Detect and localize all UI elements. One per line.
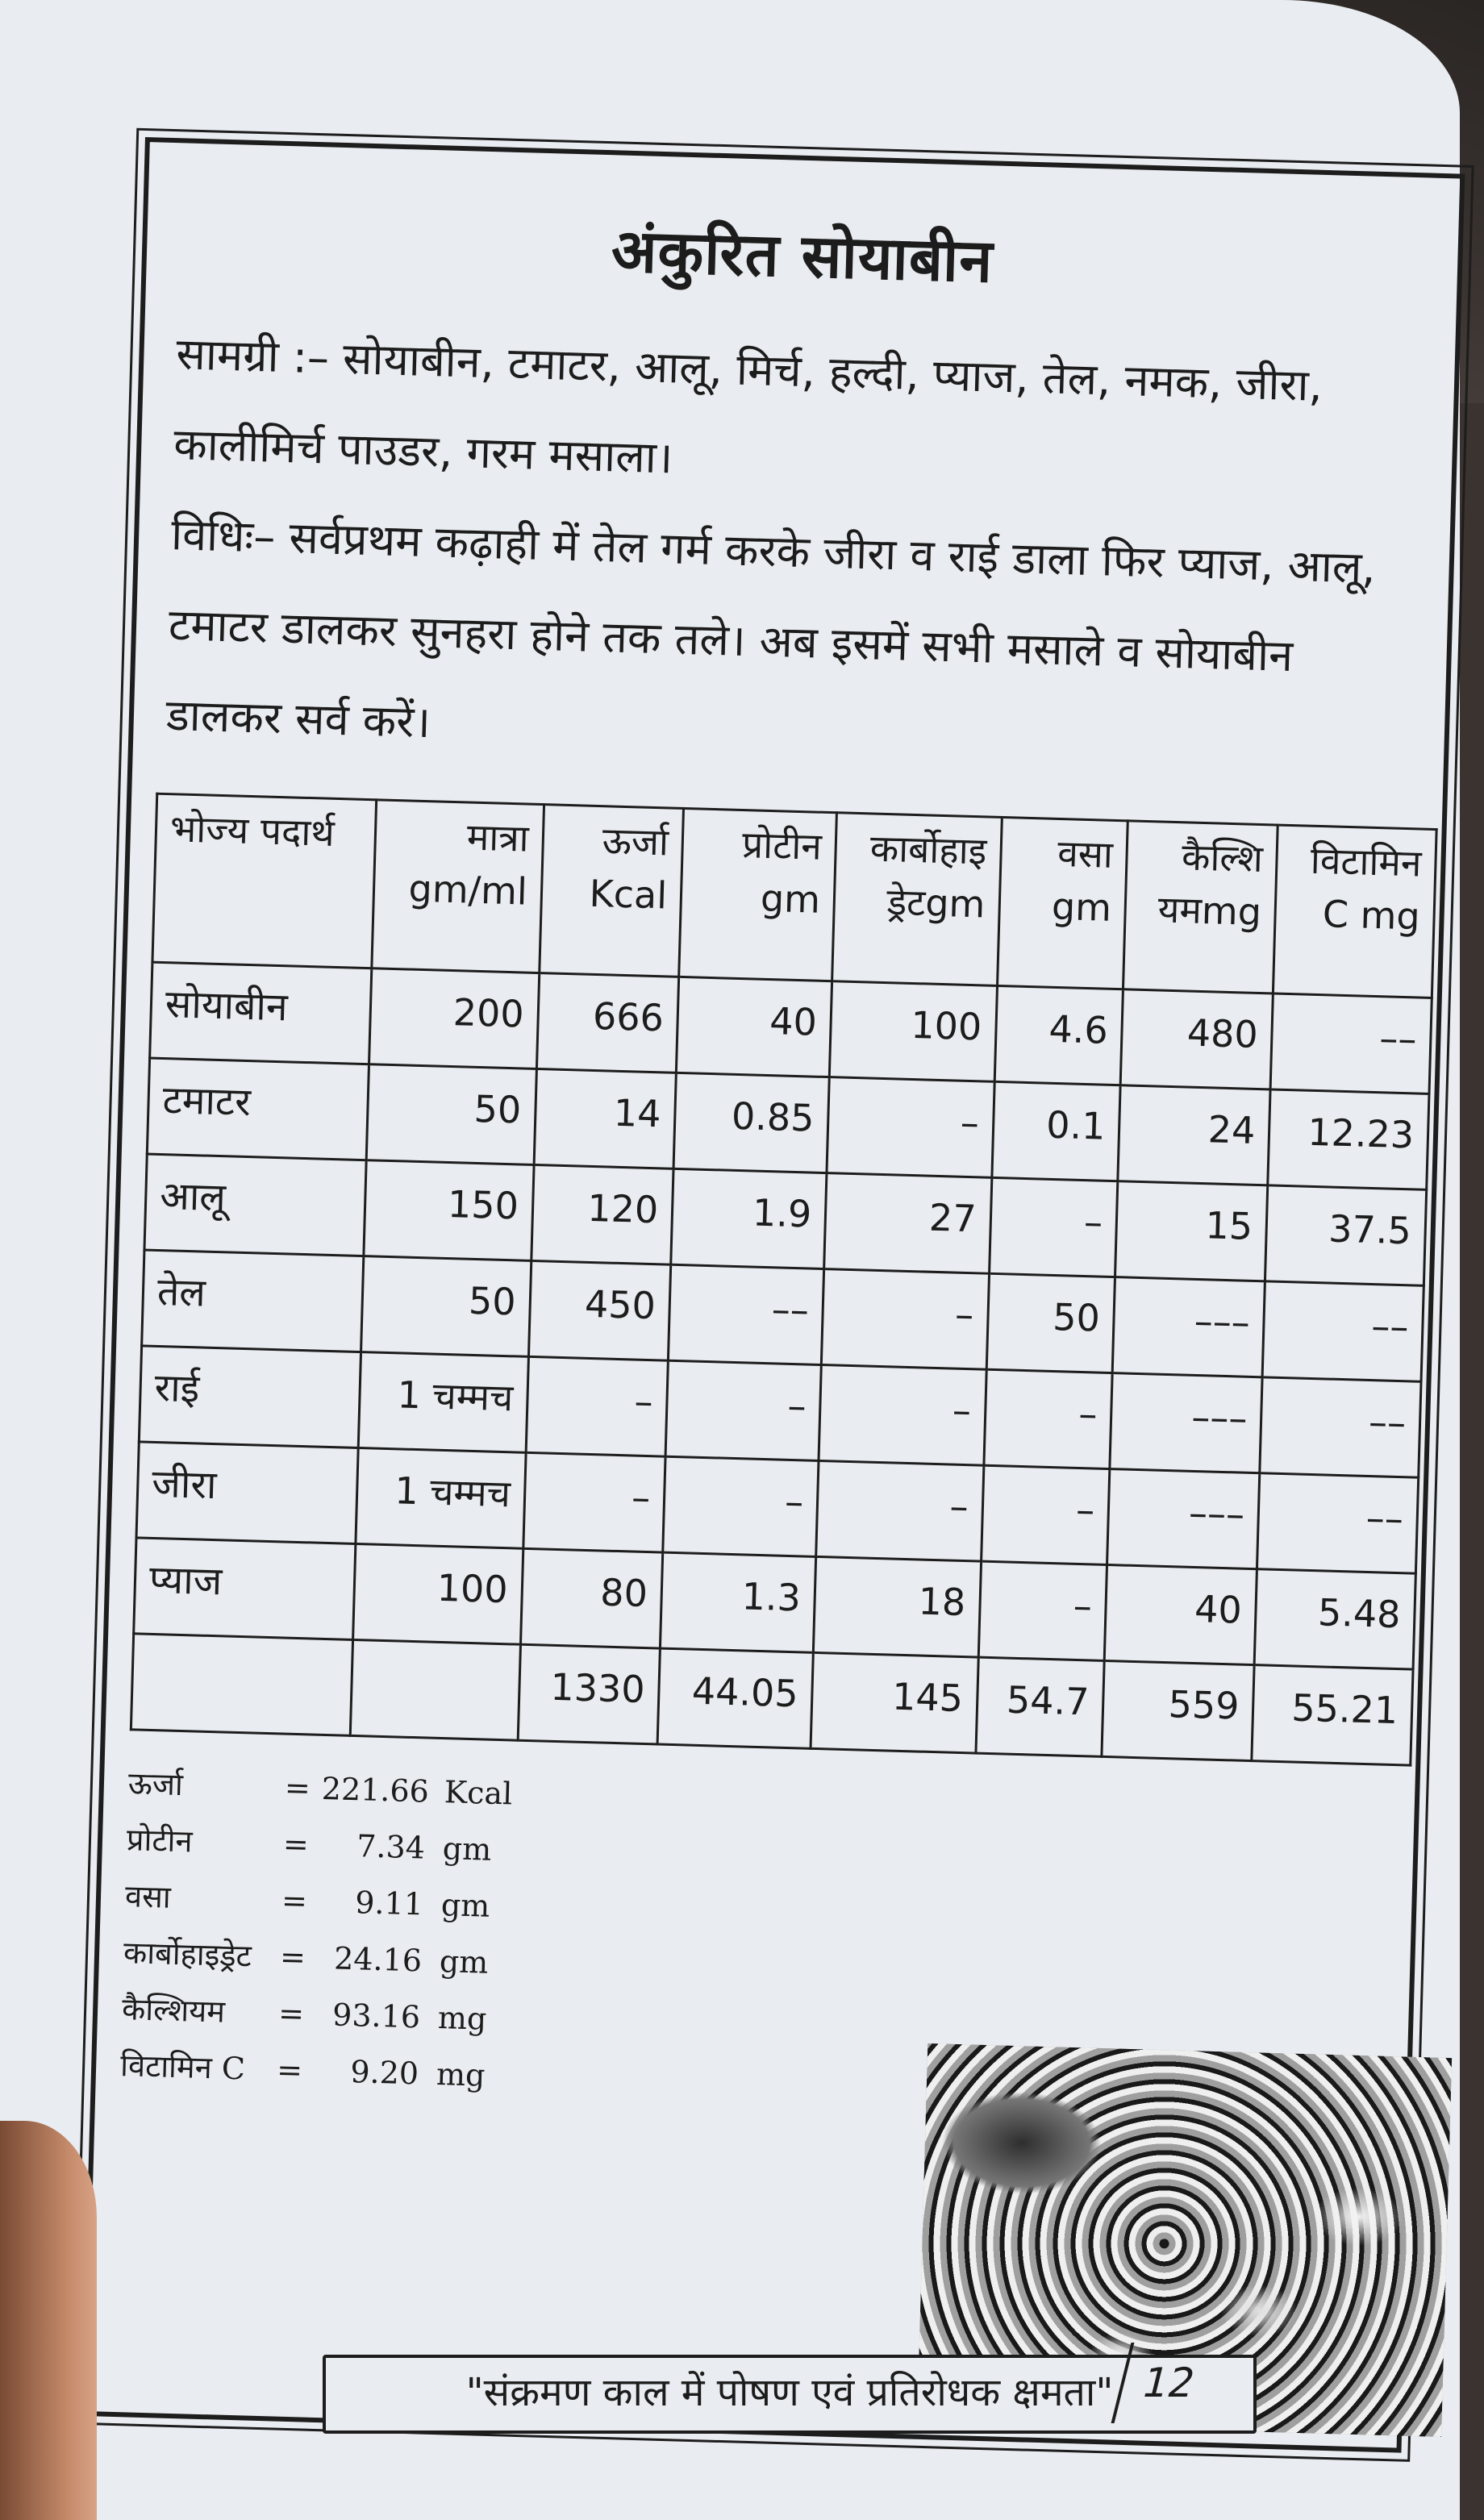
food-name-cell: [131, 1634, 352, 1736]
table-cell: 120: [531, 1164, 674, 1264]
method-paragraph: [156, 489, 1426, 796]
summary-unit: mg: [437, 2000, 487, 2037]
table-cell: –––: [1110, 1373, 1262, 1473]
table-cell: –: [523, 1452, 666, 1552]
table-cell: ––: [1262, 1281, 1424, 1381]
table-cell: 100: [353, 1543, 523, 1644]
table-cell: –: [665, 1360, 821, 1460]
table-cell: –: [989, 1177, 1118, 1277]
header-carbohydrate: कार्बोहाइ ड्रेटgm: [832, 813, 1002, 986]
food-name-cell: जीरा: [136, 1442, 358, 1544]
table-cell: 18: [813, 1556, 981, 1657]
table-cell: –––: [1107, 1469, 1260, 1569]
table-cell: 450: [528, 1260, 671, 1360]
table-cell: 50: [366, 1064, 536, 1165]
table-cell: ––: [1260, 1377, 1421, 1477]
table-cell: 480: [1120, 989, 1273, 1089]
table-cell: 24: [1118, 1085, 1270, 1185]
summary-value: 9.20: [349, 2054, 419, 2092]
table-body: [131, 962, 1432, 1765]
equals-sign: =: [282, 1826, 310, 1863]
equals-sign: =: [277, 1995, 305, 2032]
summary-label: प्रोटीन: [126, 1822, 194, 1860]
table-cell: 50: [986, 1273, 1115, 1372]
table-cell: –: [827, 1077, 994, 1178]
table-cell: ––: [1270, 993, 1432, 1093]
food-name-cell: सोयाबीन: [150, 962, 372, 1064]
table-cell: [350, 1639, 520, 1740]
summary-label: विटामिन C: [119, 2047, 246, 2087]
table-cell: 100: [829, 981, 997, 1082]
summary-unit: gm: [442, 1831, 492, 1868]
table-cell: ––: [668, 1264, 823, 1364]
summary-value: 93.16: [331, 1997, 421, 2035]
summary-value: 7.34: [356, 1828, 426, 1866]
table-cell: 145: [811, 1652, 978, 1753]
equals-sign: =: [284, 1769, 311, 1806]
equals-sign: =: [276, 2051, 303, 2089]
table-cell: 40: [1104, 1564, 1257, 1664]
book-footer: "संक्रमण काल में पोषण एवं प्रतिरोधक क्षमता": [323, 2355, 1257, 2434]
method-text: सर्वप्रथम कढ़ाही में तेल गर्म करके जीरा व राई डाला फिर प्याज, आलू, टमाटर डालकर सुनहरा होने तक तले। अब इसमें सभी मसाले व सोयाबीन डालकर सर्व करें।: [165, 512, 1377, 748]
equals-sign: =: [279, 1939, 306, 1976]
summary-label: कैल्शियम: [121, 1991, 226, 2030]
nutrition-table: [130, 793, 1438, 1767]
table-cell: –: [821, 1269, 989, 1370]
table-cell: 5.48: [1254, 1569, 1415, 1669]
table-cell: 27: [824, 1173, 992, 1274]
header-fat: वसा gm: [997, 817, 1128, 989]
table-cell: –: [983, 1369, 1112, 1468]
header-energy: ऊर्जा Kcal: [539, 805, 683, 977]
table-cell: 44.05: [657, 1648, 813, 1748]
table-cell: –––: [1112, 1277, 1265, 1377]
table-cell: 0.85: [673, 1073, 829, 1173]
table-cell: –: [663, 1456, 819, 1556]
page-content: [119, 167, 1435, 2129]
ingredients-text: सोयाबीन, टमाटर, आलू, मिर्च, हल्दी, प्याज, तेल, नमक, जीरा, कालीमिर्च पाउडर, गरम मसाला।: [173, 332, 1324, 484]
table-cell: 4.6: [994, 985, 1123, 1085]
table-cell: –: [978, 1561, 1107, 1660]
page-number: 12: [1111, 2343, 1223, 2423]
table-cell: 200: [369, 968, 540, 1069]
header-calcium: कैल्शि यमmg: [1123, 821, 1278, 993]
summary-value: 9.11: [354, 1885, 424, 1922]
summary-unit: mg: [436, 2056, 486, 2093]
table-cell: –: [819, 1365, 986, 1466]
table-cell: 54.7: [976, 1657, 1105, 1756]
summary-label: कार्बोहाइड्रेट: [123, 1935, 252, 1974]
food-name-cell: टमाटर: [147, 1058, 369, 1160]
table-cell: 14: [534, 1068, 677, 1168]
header-food: भोज्य पदार्थ: [152, 793, 377, 968]
method-label: विधिः–: [170, 509, 277, 563]
table-cell: 1 चम्मच: [356, 1448, 526, 1549]
summary-unit: gm: [439, 1943, 489, 1981]
recipe-title: अंकुरित सोयाबीन: [610, 216, 994, 297]
table-cell: –: [526, 1356, 669, 1456]
table-cell: 1.3: [661, 1552, 816, 1652]
summary-value: 24.16: [333, 1940, 423, 1979]
table-cell: –: [981, 1465, 1110, 1564]
header-quantity: मात्रा gm/ml: [372, 800, 544, 973]
thumb: [0, 2121, 97, 2520]
table-cell: 15: [1115, 1181, 1268, 1281]
summary-label: वसा: [124, 1878, 172, 1915]
header-protein: प्रोटीन gm: [679, 808, 837, 981]
summary-unit: gm: [440, 1887, 490, 1924]
table-cell: 40: [676, 977, 832, 1077]
header-vitamin-c: विटामिन C mg: [1273, 825, 1437, 998]
summary-value: 221.66: [321, 1770, 430, 1810]
ingredients-label: सामग्री :–: [175, 328, 330, 384]
table-cell: 55.21: [1252, 1665, 1413, 1765]
page-frame: [81, 137, 1465, 2453]
food-name-cell: राई: [139, 1346, 361, 1448]
summary-label: ऊर्जा: [127, 1765, 184, 1803]
summary-unit: Kcal: [444, 1774, 513, 1812]
table-cell: 80: [520, 1548, 663, 1648]
table-cell: –: [816, 1460, 984, 1561]
food-name-cell: तेल: [142, 1250, 364, 1352]
table-cell: 150: [364, 1160, 534, 1261]
table-cell: 12.23: [1268, 1089, 1429, 1189]
table-cell: 559: [1102, 1660, 1254, 1760]
table-cell: 1 चम्मच: [358, 1352, 528, 1453]
table-cell: 0.1: [991, 1081, 1120, 1181]
food-name-cell: आलू: [144, 1154, 366, 1256]
table-cell: 37.5: [1265, 1185, 1427, 1285]
table-cell: 1.9: [671, 1168, 827, 1268]
ingredients-paragraph: [165, 309, 1432, 525]
food-name-cell: प्याज: [134, 1538, 356, 1640]
equals-sign: =: [281, 1882, 308, 1919]
table-cell: ––: [1257, 1473, 1419, 1573]
table-cell: 666: [536, 973, 679, 1073]
table-cell: 1330: [518, 1644, 661, 1744]
table-cell: 50: [361, 1256, 531, 1357]
